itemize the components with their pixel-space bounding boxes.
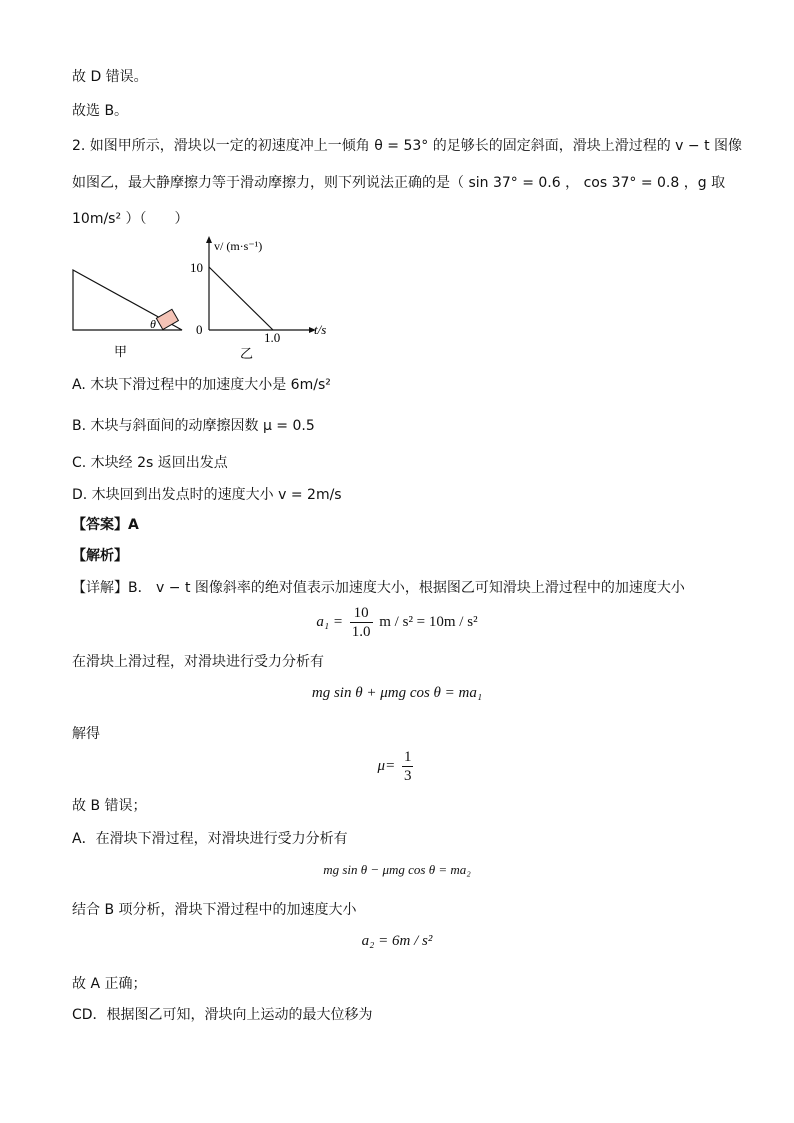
tick-0: 0 xyxy=(196,322,203,337)
cd-line: CD．根据图乙可知，滑块向上运动的最大位移为 xyxy=(72,1007,373,1023)
eq3-numerator: 1 xyxy=(403,749,412,765)
jia-label: 甲 xyxy=(114,345,128,360)
question-2-line-2: 如图乙，最大静摩擦力等于滑动摩擦力，则下列说法正确的是（ sin 37° = 0.6 ， cos 37° = 0.8 ，g 取 xyxy=(72,175,726,191)
combine-b: 结合 B 项分析，滑块下滑过程中的加速度大小 xyxy=(72,902,357,918)
option-b: B. 木块与斜面间的动摩擦因数 μ = 0.5 xyxy=(72,418,315,434)
equation-a1 xyxy=(0,604,794,641)
equation-down: mg sin θ − μmg cos θ = ma₂ xyxy=(323,862,471,877)
eq3-lhs: μ= xyxy=(377,757,396,774)
eq3-fraction xyxy=(402,748,414,785)
b-wrong: 故 B 错误； xyxy=(72,798,147,814)
down-force-analysis: A．在滑块下滑过程，对滑块进行受力分析有 xyxy=(72,831,348,847)
v-axis-arrow xyxy=(206,236,212,243)
equation-mu xyxy=(0,748,794,785)
v-axis-label: v/ (m·s⁻¹) xyxy=(214,239,263,253)
choose-b: 故选 B。 xyxy=(72,103,129,119)
t-axis-label: t/s xyxy=(314,322,327,337)
tick-10: 10 xyxy=(190,260,203,275)
figure-yi-vt-graph xyxy=(190,234,350,364)
up-force-analysis: 在滑块上滑过程，对滑块进行受力分析有 xyxy=(72,654,324,670)
theta-label: θ xyxy=(150,317,156,331)
eq1-fraction xyxy=(350,604,373,641)
detail-line: 【详解】B． v − t 图像斜率的绝对值表示加速度大小，根据图乙可知滑块上滑过程中的加速度大小 xyxy=(72,580,685,596)
yi-label: 乙 xyxy=(240,347,254,362)
conclusion-d-wrong: 故 D 错误。 xyxy=(72,69,148,85)
option-a: A. 木块下滑过程中的加速度大小是 6m/s² xyxy=(72,377,331,393)
a-right: 故 A 正确； xyxy=(72,976,147,992)
option-d: D. 木块回到出发点时的速度大小 v = 2m/s xyxy=(72,487,342,503)
option-c: C. 木块经 2s 返回出发点 xyxy=(72,455,228,471)
eq1-rhs: m / s² = 10m / s² xyxy=(379,613,478,630)
question-2-line-1: 2. 如图甲所示，滑块以一定的初速度冲上一倾角 θ = 53° 的足够长的固定斜面，滑块上滑过程的 v − t 图像 xyxy=(72,138,743,154)
figure-jia-incline xyxy=(66,262,196,362)
question-2-line-3: 10m/s² ）（ ） xyxy=(72,211,189,227)
analysis-label: 【解析】 xyxy=(72,548,128,564)
eq1-lhs: a₁ = xyxy=(316,613,344,630)
solve-label: 解得 xyxy=(72,726,100,742)
equation-a2: a₂ = 6m / s² xyxy=(361,933,433,949)
eq1-denominator: 1.0 xyxy=(351,624,371,640)
equation-up: mg sin θ + μmg cos θ = ma₁ xyxy=(311,685,483,701)
eq1-numerator: 10 xyxy=(350,604,373,623)
tick-1: 1.0 xyxy=(264,330,281,345)
answer-label: 【答案】A xyxy=(72,517,139,533)
vt-line xyxy=(209,267,273,330)
eq3-denominator: 3 xyxy=(403,768,412,784)
